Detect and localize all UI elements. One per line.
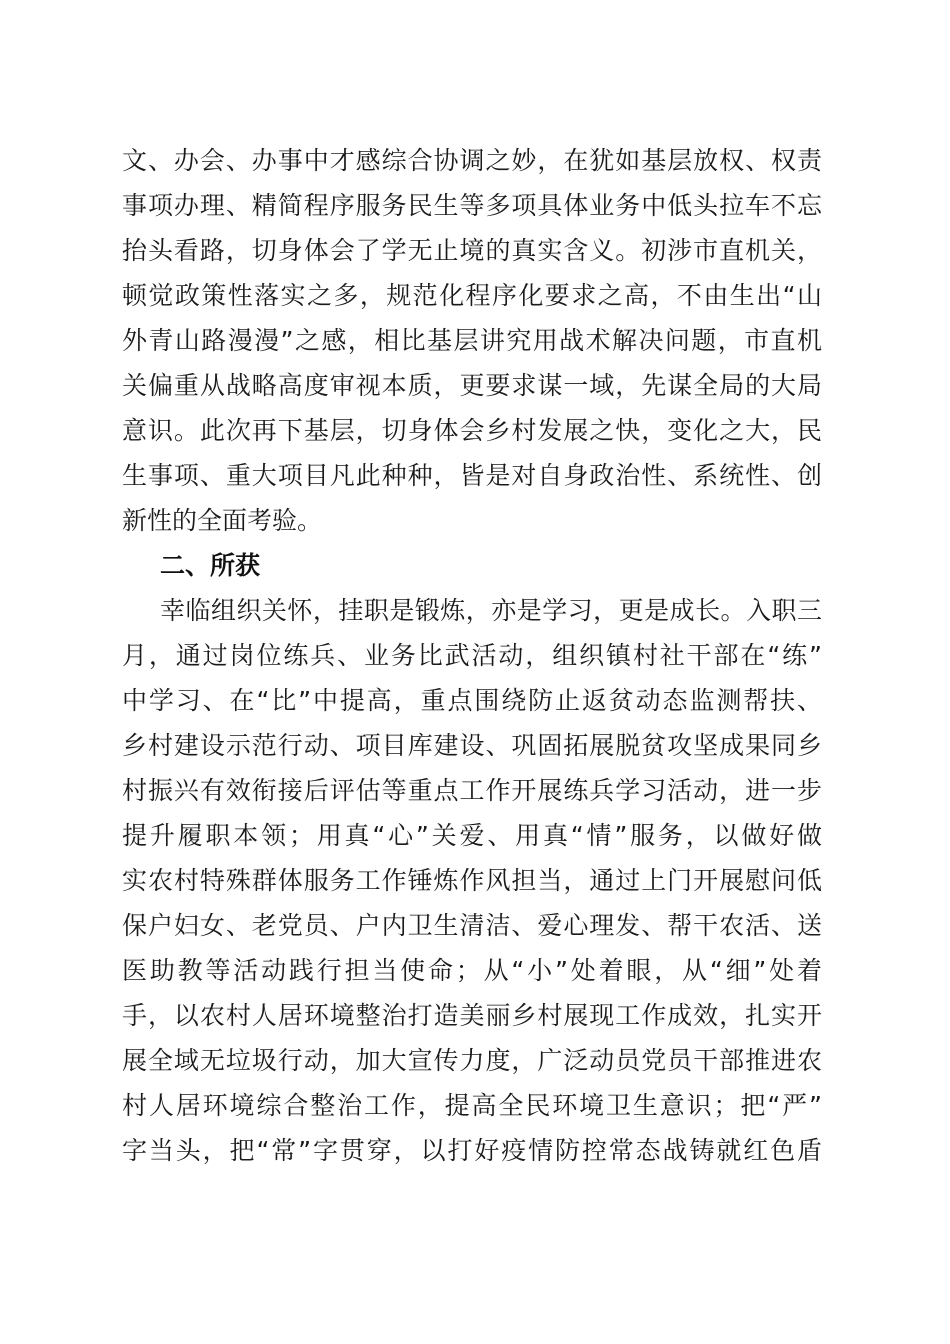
paragraph-line: 抬头看路，切身体会了学无止境的真实含义。初涉市直机关， xyxy=(122,236,822,265)
paragraph-line: 手，以农村人居环境整治打造美丽乡村展现工作成效，扎实开 xyxy=(122,1001,822,1030)
paragraph-line: 顿觉政策性落实之多，规范化程序化要求之高，不由生出“山 xyxy=(122,281,822,310)
paragraph-line: 外青山路漫漫”之感，相比基层讲究用战术解决问题，市直机 xyxy=(122,326,822,355)
paragraph-line: 幸临组织关怀，挂职是锻炼，亦是学习，更是成长。入职三 xyxy=(160,596,822,625)
paragraph-line: 实农村特殊群体服务工作锤炼作风担当，通过上门开展慰问低 xyxy=(122,866,822,895)
paragraph-line: 文、办会、办事中才感综合协调之妙，在犹如基层放权、权责 xyxy=(122,146,822,175)
paragraph-line: 新性的全面考验。 xyxy=(122,506,323,535)
paragraph-line: 医助教等活动践行担当使命；从“小”处着眼，从“细”处着 xyxy=(122,956,822,985)
paragraph-line: 中学习、在“比”中提高，重点围绕防止返贫动态监测帮扶、 xyxy=(122,686,822,715)
paragraph-line: 字当头，把“常”字贯穿，以打好疫情防控常态战铸就红色盾 xyxy=(122,1136,822,1165)
paragraph-line: 生事项、重大项目凡此种种，皆是对自身政治性、系统性、创 xyxy=(122,461,822,490)
paragraph-line: 事项办理、精简程序服务民生等多项具体业务中低头拉车不忘 xyxy=(122,191,822,220)
paragraph-line: 关偏重从战略高度审视本质，更要求谋一域，先谋全局的大局 xyxy=(122,371,822,400)
paragraph-line: 村人居环境综合整治工作，提高全民环境卫生意识；把“严” xyxy=(122,1091,822,1120)
section-heading: 二、所获 xyxy=(160,551,261,580)
paragraph-line: 展全域无垃圾行动，加大宣传力度，广泛动员党员干部推进农 xyxy=(122,1046,822,1075)
paragraph-line: 提升履职本领；用真“心”关爱、用真“情”服务，以做好做 xyxy=(122,821,822,850)
paragraph-line: 村振兴有效衔接后评估等重点工作开展练兵学习活动，进一步 xyxy=(122,776,822,805)
paragraph-line: 乡村建设示范行动、项目库建设、巩固拓展脱贫攻坚成果同乡 xyxy=(122,731,822,760)
paragraph-line: 意识。此次再下基层，切身体会乡村发展之快，变化之大，民 xyxy=(122,416,822,445)
paragraph-line: 月，通过岗位练兵、业务比武活动，组织镇村社干部在“练” xyxy=(122,641,822,670)
paragraph-line: 保户妇女、老党员、户内卫生清洁、爱心理发、帮干农活、送 xyxy=(122,911,822,940)
